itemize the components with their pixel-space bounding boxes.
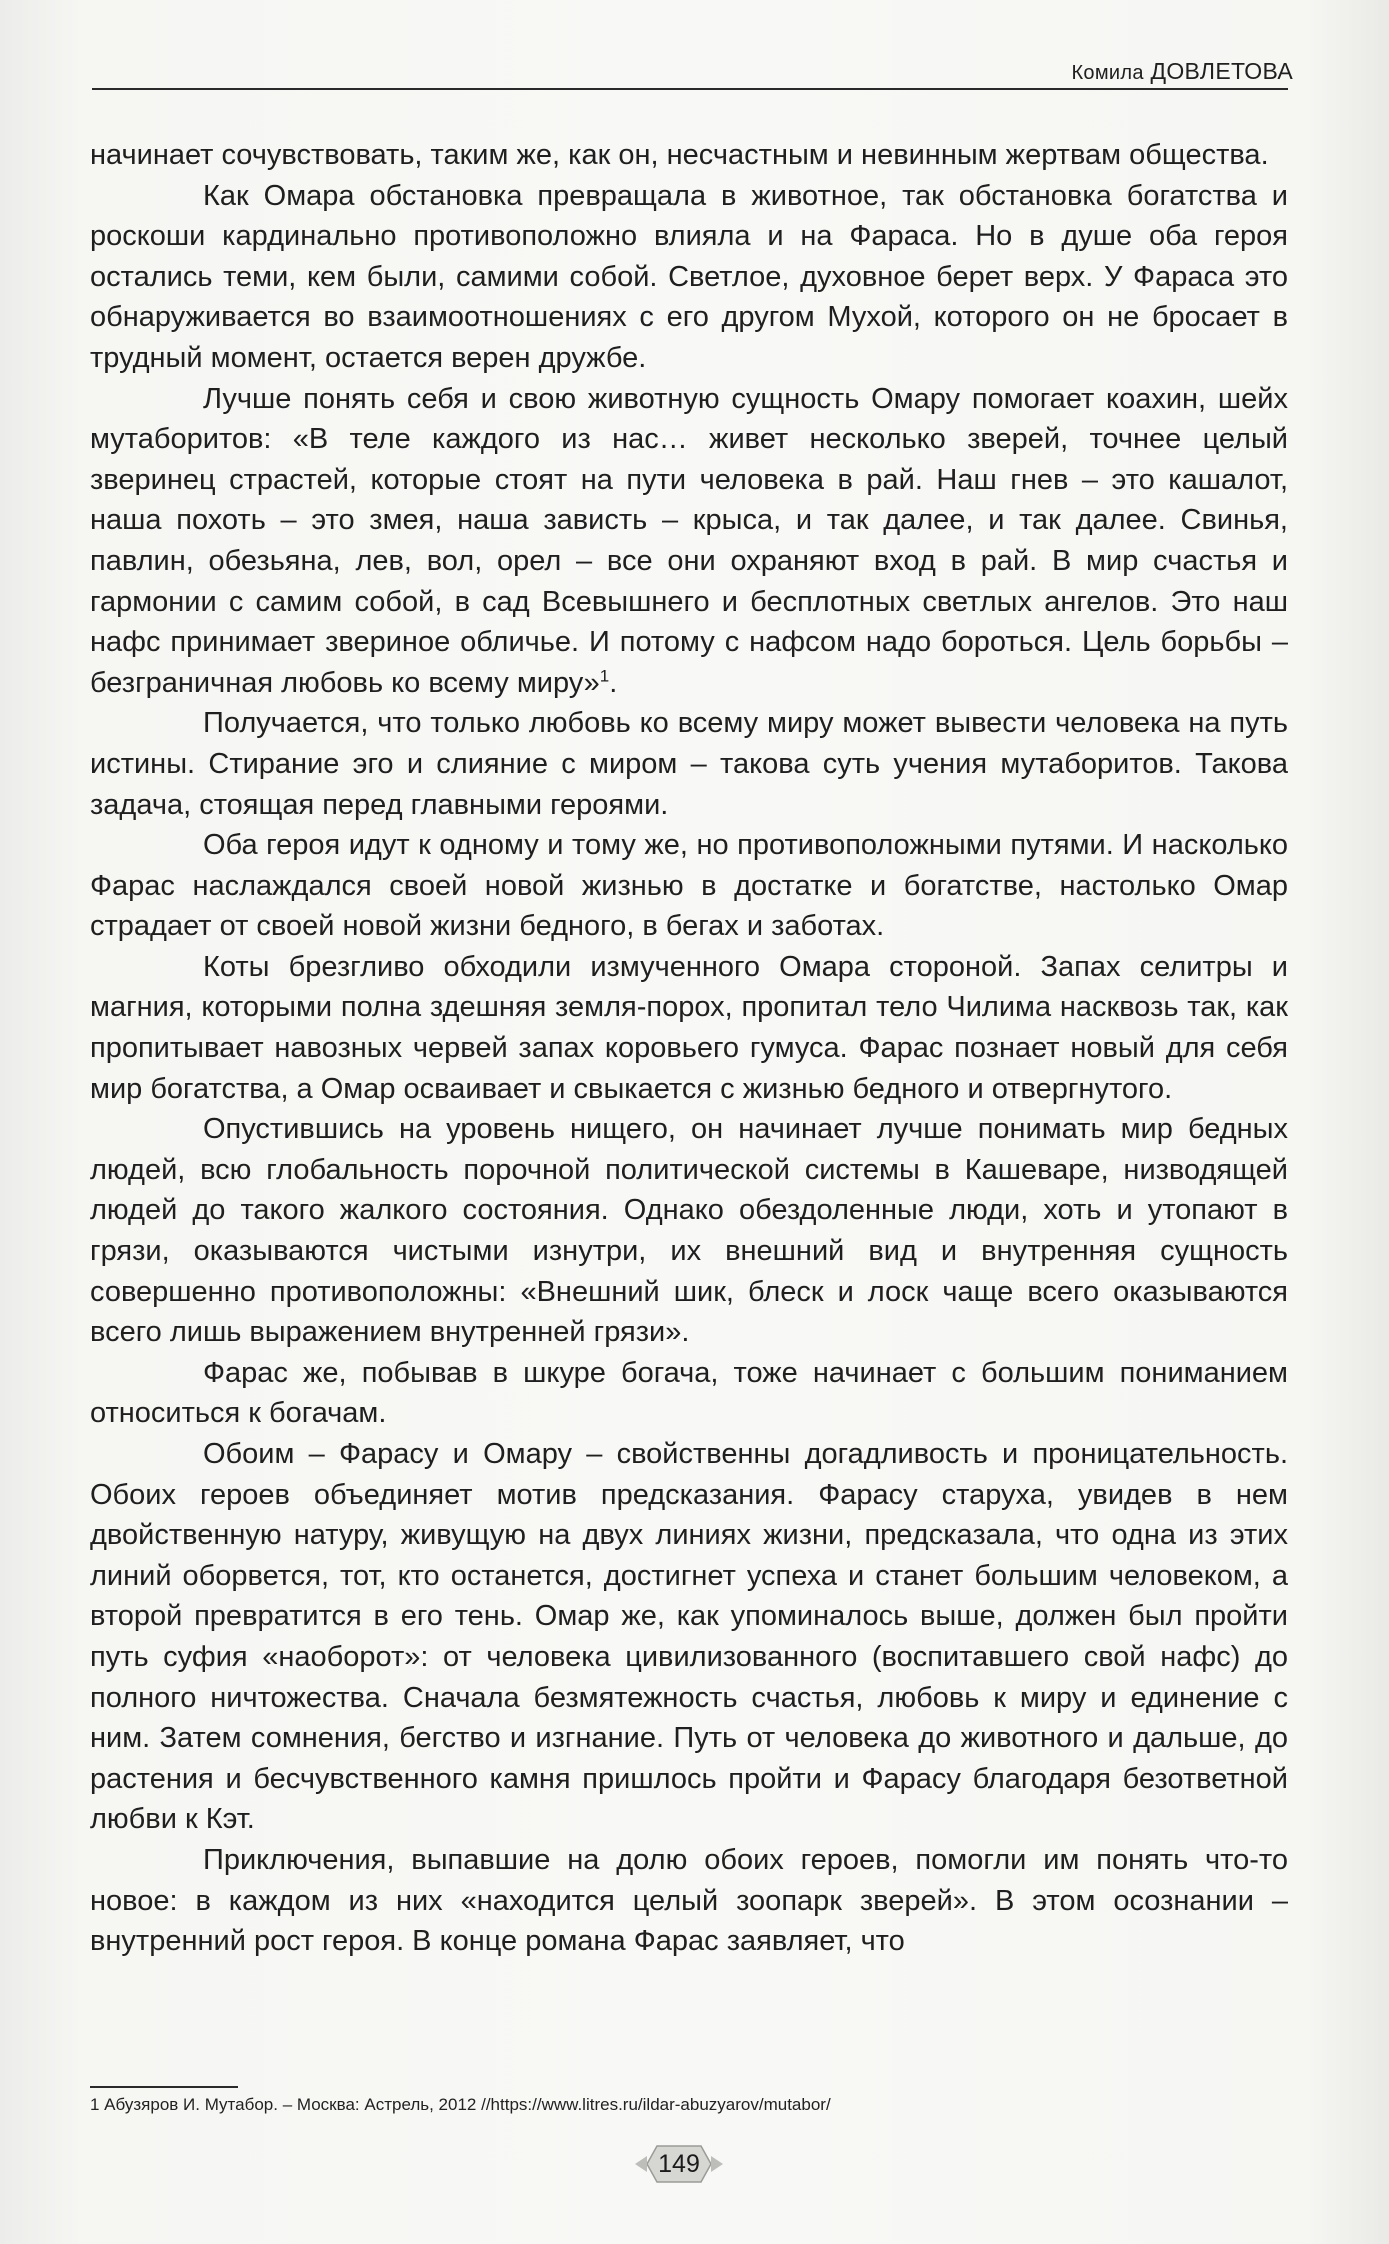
paragraph: Приключения, выпавшие на долю обоих героев, помогли им понять что-то новое: в каждом из них «находится целый зоопарк зверей». В этом осознании – внутренний рост героя. В конце романа Фарас заявляет, что — [90, 1843, 1288, 1958]
footnote-rule — [90, 2086, 238, 2088]
paragraph: Оба героя идут к одному и тому же, но противоположными путями. И насколько Фарас наслаждался своей новой жизнью в достатке и богатстве, настолько Омар страдает от своей новой жизни бедного, в бегах и заботах. — [90, 829, 1288, 943]
paragraph-with-footnote — [90, 379, 1288, 704]
paragraph: начинает сочувствовать, таким же, как он, несчастным и невинным жертвам общества. — [90, 139, 1269, 171]
paragraph: Коты брезгливо обходили измученного Омара стороной. Запах селитры и магния, которыми полна здешняя земля-порох, пропитал тело Чилима насквозь так, как пропитывает навозных червей запах коровьего гумуса. Фарас познает новый для себя мир богатства, а Омар осваивает и свыкается с жизнью бедного и отвергнутого. — [90, 950, 1288, 1105]
page-number-badge — [633, 2140, 725, 2188]
header-rule — [92, 88, 1288, 90]
paragraph: Как Омара обстановка превращала в животное, так обстановка богатства и роскоши кардинально противоположно влияла и на Фараса. Но в душе оба героя остались теми, кем были, самими собой. Светлое, духовное берет верх. У Фараса это обнаруживается во взаимоотношениях с его другом Мухой, которого он не бросает в трудный момент, остается верен дружбе. — [90, 179, 1288, 374]
paragraph: Обоим – Фарасу и Омару – свойственны догадливость и проницательность. Обоих героев объединяет мотив предсказания. Фарасу старуха, увидев в нем двойственную натуру, живущую на двух линиях жизни, предсказала, что одна из этих линий оборвется, тот, кто останется, достигнет успеха и станет большим человеком, а второй превратится в его тень. Омар же, как упоминалось выше, должен был пройти путь суфия «наоборот»: от человека цивилизованного (воспитавшего свой нафс) до полного ничтожества. Сначала безмятежность счастья, любовь к миру и единение с ним. Затем сомнения, бегство и изгнание. Путь от человека до животного и дальше, до растения и бесчувственного камня пришлось пройти и Фарасу благодаря безответной любви к Кэт. — [90, 1438, 1288, 1836]
paragraph-text: Лучше понять себя и свою животную сущность Омару помогает коахин, шейх мутаборитов: «В теле каждого из нас… живет несколько зверей, точнее целый зверинец страстей, которые стоят на пути человека в рай. Наш гнев – это кашалот, наша похоть – это змея, наша зависть – крыса, и так далее, и так далее. Свинья, павлин, обезьяна, лев, вол, орел – все они охраняют вход в рай. В мир счастья и гармонии с самим собой, в сад Всевышнего и бесплотных светлых ангелов. Это наш нафс принимает звериное обличье. И потому с нафсом надо бороться. Цель борьбы – безграничная любовь ко всему миру» — [90, 382, 1288, 699]
footnote: 1 Абузяров И. Мутабор. – Москва: Астрель, 2012 //https://www.litres.ru/ildar-abuzyarov/mutabor/ — [90, 2095, 831, 2114]
running-head — [1071, 58, 1293, 85]
paragraph: Фарас же, побывав в шкуре богача, тоже начинает с большим пониманием относиться к богачам. — [90, 1356, 1288, 1430]
paragraph-tail: . — [609, 666, 618, 699]
author-given-name: Комила — [1071, 62, 1144, 84]
page-number: 149 — [658, 2150, 700, 2178]
author-surname: ДОВЛЕТОВА — [1150, 58, 1293, 84]
paragraph: Получается, что только любовь ко всему миру может вывести человека на путь истины. Стирание эго и слияние с миром – такова суть учения мутаборитов. Такова задача, стоящая перед главными героями. — [90, 707, 1288, 821]
footnote-reference: 1 — [599, 666, 610, 686]
body-text — [90, 135, 1288, 1962]
paragraph: Опустившись на уровень нищего, он начинает лучше понимать мир бедных людей, всю глобальность порочной политической системы в Кашеваре, низводящей людей до такого жалкого состояния. Однако обездоленные люди, хоть и утопают в грязи, оказываются чистыми изнутри, их внешний вид и внутренняя сущность совершенно противоположны: «Внешний шик, блеск и лоск чаще всего оказываются всего лишь выражением внутренней грязи». — [90, 1113, 1288, 1349]
